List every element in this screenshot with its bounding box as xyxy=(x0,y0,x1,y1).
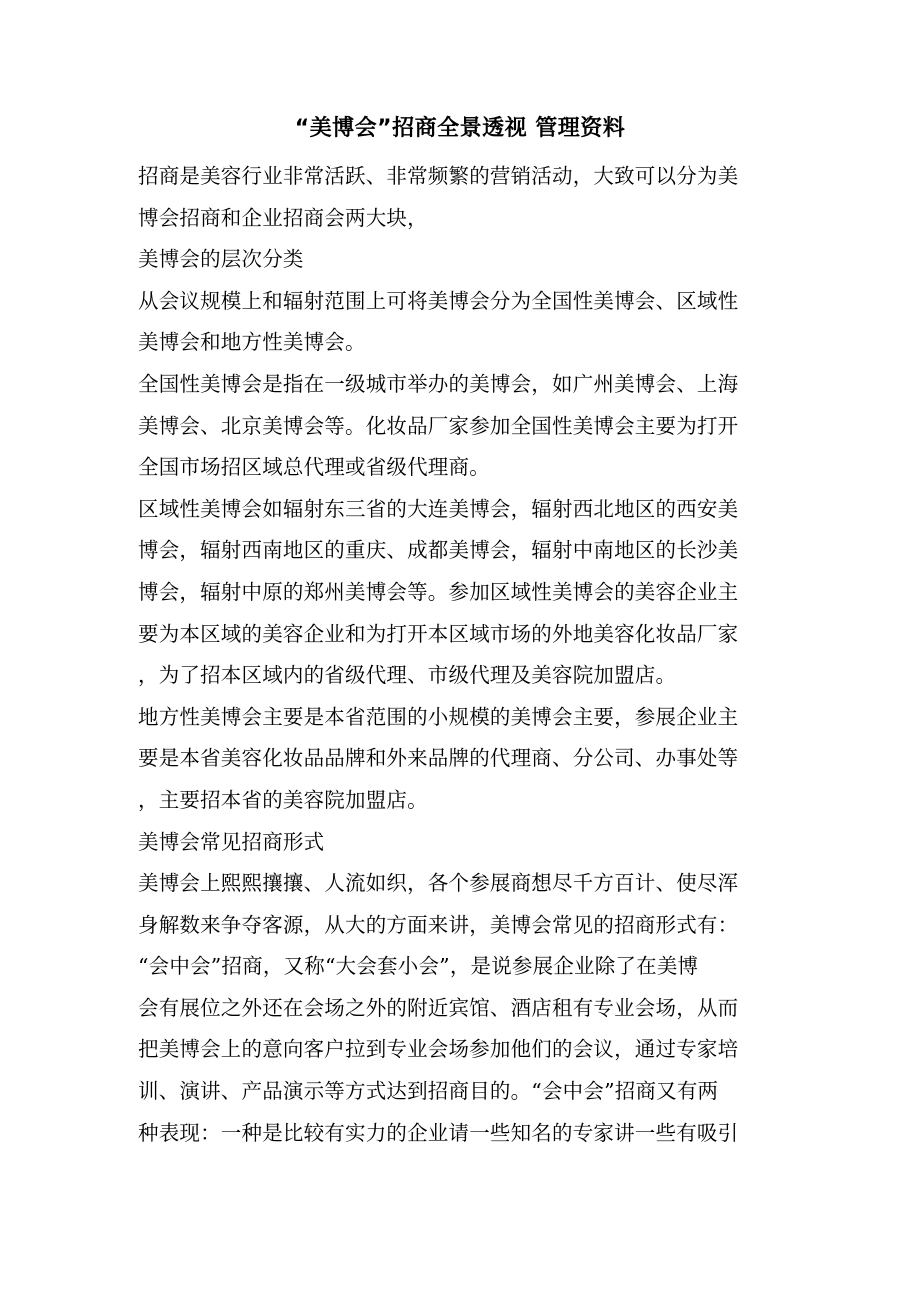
paragraph-line: 招商是美容行业非常活跃、非常频繁的营销活动，大致可以分为美 xyxy=(138,164,739,188)
paragraph-line: 从会议规模上和辐射范围上可将美博会分为全国性美博会、区域性 xyxy=(138,288,739,313)
paragraph-line: 美博会和地方性美博会。 xyxy=(138,330,366,355)
paragraph-line: 博会招商和企业招商会两大块， xyxy=(138,205,428,230)
paragraph-line: ，主要招本省的美容院加盟店。 xyxy=(138,787,428,812)
paragraph-line: 把美博会上的意向客户拉到专业会场参加他们的会议，通过专家培 xyxy=(138,1037,739,1062)
paragraph-line: 会有展位之外还在会场之外的附近宾馆、酒店租有专业会场，从而 xyxy=(138,995,739,1020)
paragraph-line: 要为本区域的美容企业和为打开本区域市场的外地美容化妆品厂家 xyxy=(138,621,739,646)
paragraph-line: 身解数来争夺客源，从大的方面来讲，美博会常见的招商形式有： xyxy=(138,912,739,937)
paragraph-line: 博会，辐射西南地区的重庆、成都美博会，辐射中南地区的长沙美 xyxy=(138,538,739,563)
paragraph-line: 区域性美博会如辐射东三省的大连美博会，辐射西北地区的西安美 xyxy=(138,496,739,521)
paragraph-line: 种表现：一种是比较有实力的企业请一些知名的专家讲一些有吸引 xyxy=(138,1120,739,1145)
paragraph-line: 博会，辐射中原的郑州美博会等。参加区域性美博会的美容企业主 xyxy=(138,579,739,604)
paragraph-line: “会中会”招商，又称“大会套小会”，是说参展企业除了在美博 xyxy=(138,954,699,979)
paragraph-line: 美博会上熙熙攘攘、人流如织，各个参展商想尽千方百计、使尽浑 xyxy=(138,871,739,896)
document-title: “美博会”招商全景透视 管理资料 xyxy=(294,116,626,141)
paragraph-line: 美博会常见招商形式 xyxy=(138,829,325,854)
paragraph-line: 全国市场招区域总代理或省级代理商。 xyxy=(138,455,490,480)
paragraph-line: 训、演讲、产品演示等方式达到招商目的。“会中会”招商又有两 xyxy=(138,1079,719,1104)
paragraph-line: 要是本省美容化妆品品牌和外来品牌的代理商、分公司、办事处等 xyxy=(138,746,739,771)
document-body xyxy=(138,156,783,1154)
paragraph-line: 美博会的层次分类 xyxy=(138,247,304,272)
paragraph-line: 美博会、北京美博会等。化妆品厂家参加全国性美博会主要为打开 xyxy=(138,413,739,438)
paragraph-line: 全国性美博会是指在一级城市举办的美博会，如广州美博会、上海 xyxy=(138,371,739,396)
paragraph-line: 地方性美博会主要是本省范围的小规模的美博会主要，参展企业主 xyxy=(138,704,739,729)
paragraph-line: ，为了招本区域内的省级代理、市级代理及美容院加盟店。 xyxy=(138,663,677,688)
